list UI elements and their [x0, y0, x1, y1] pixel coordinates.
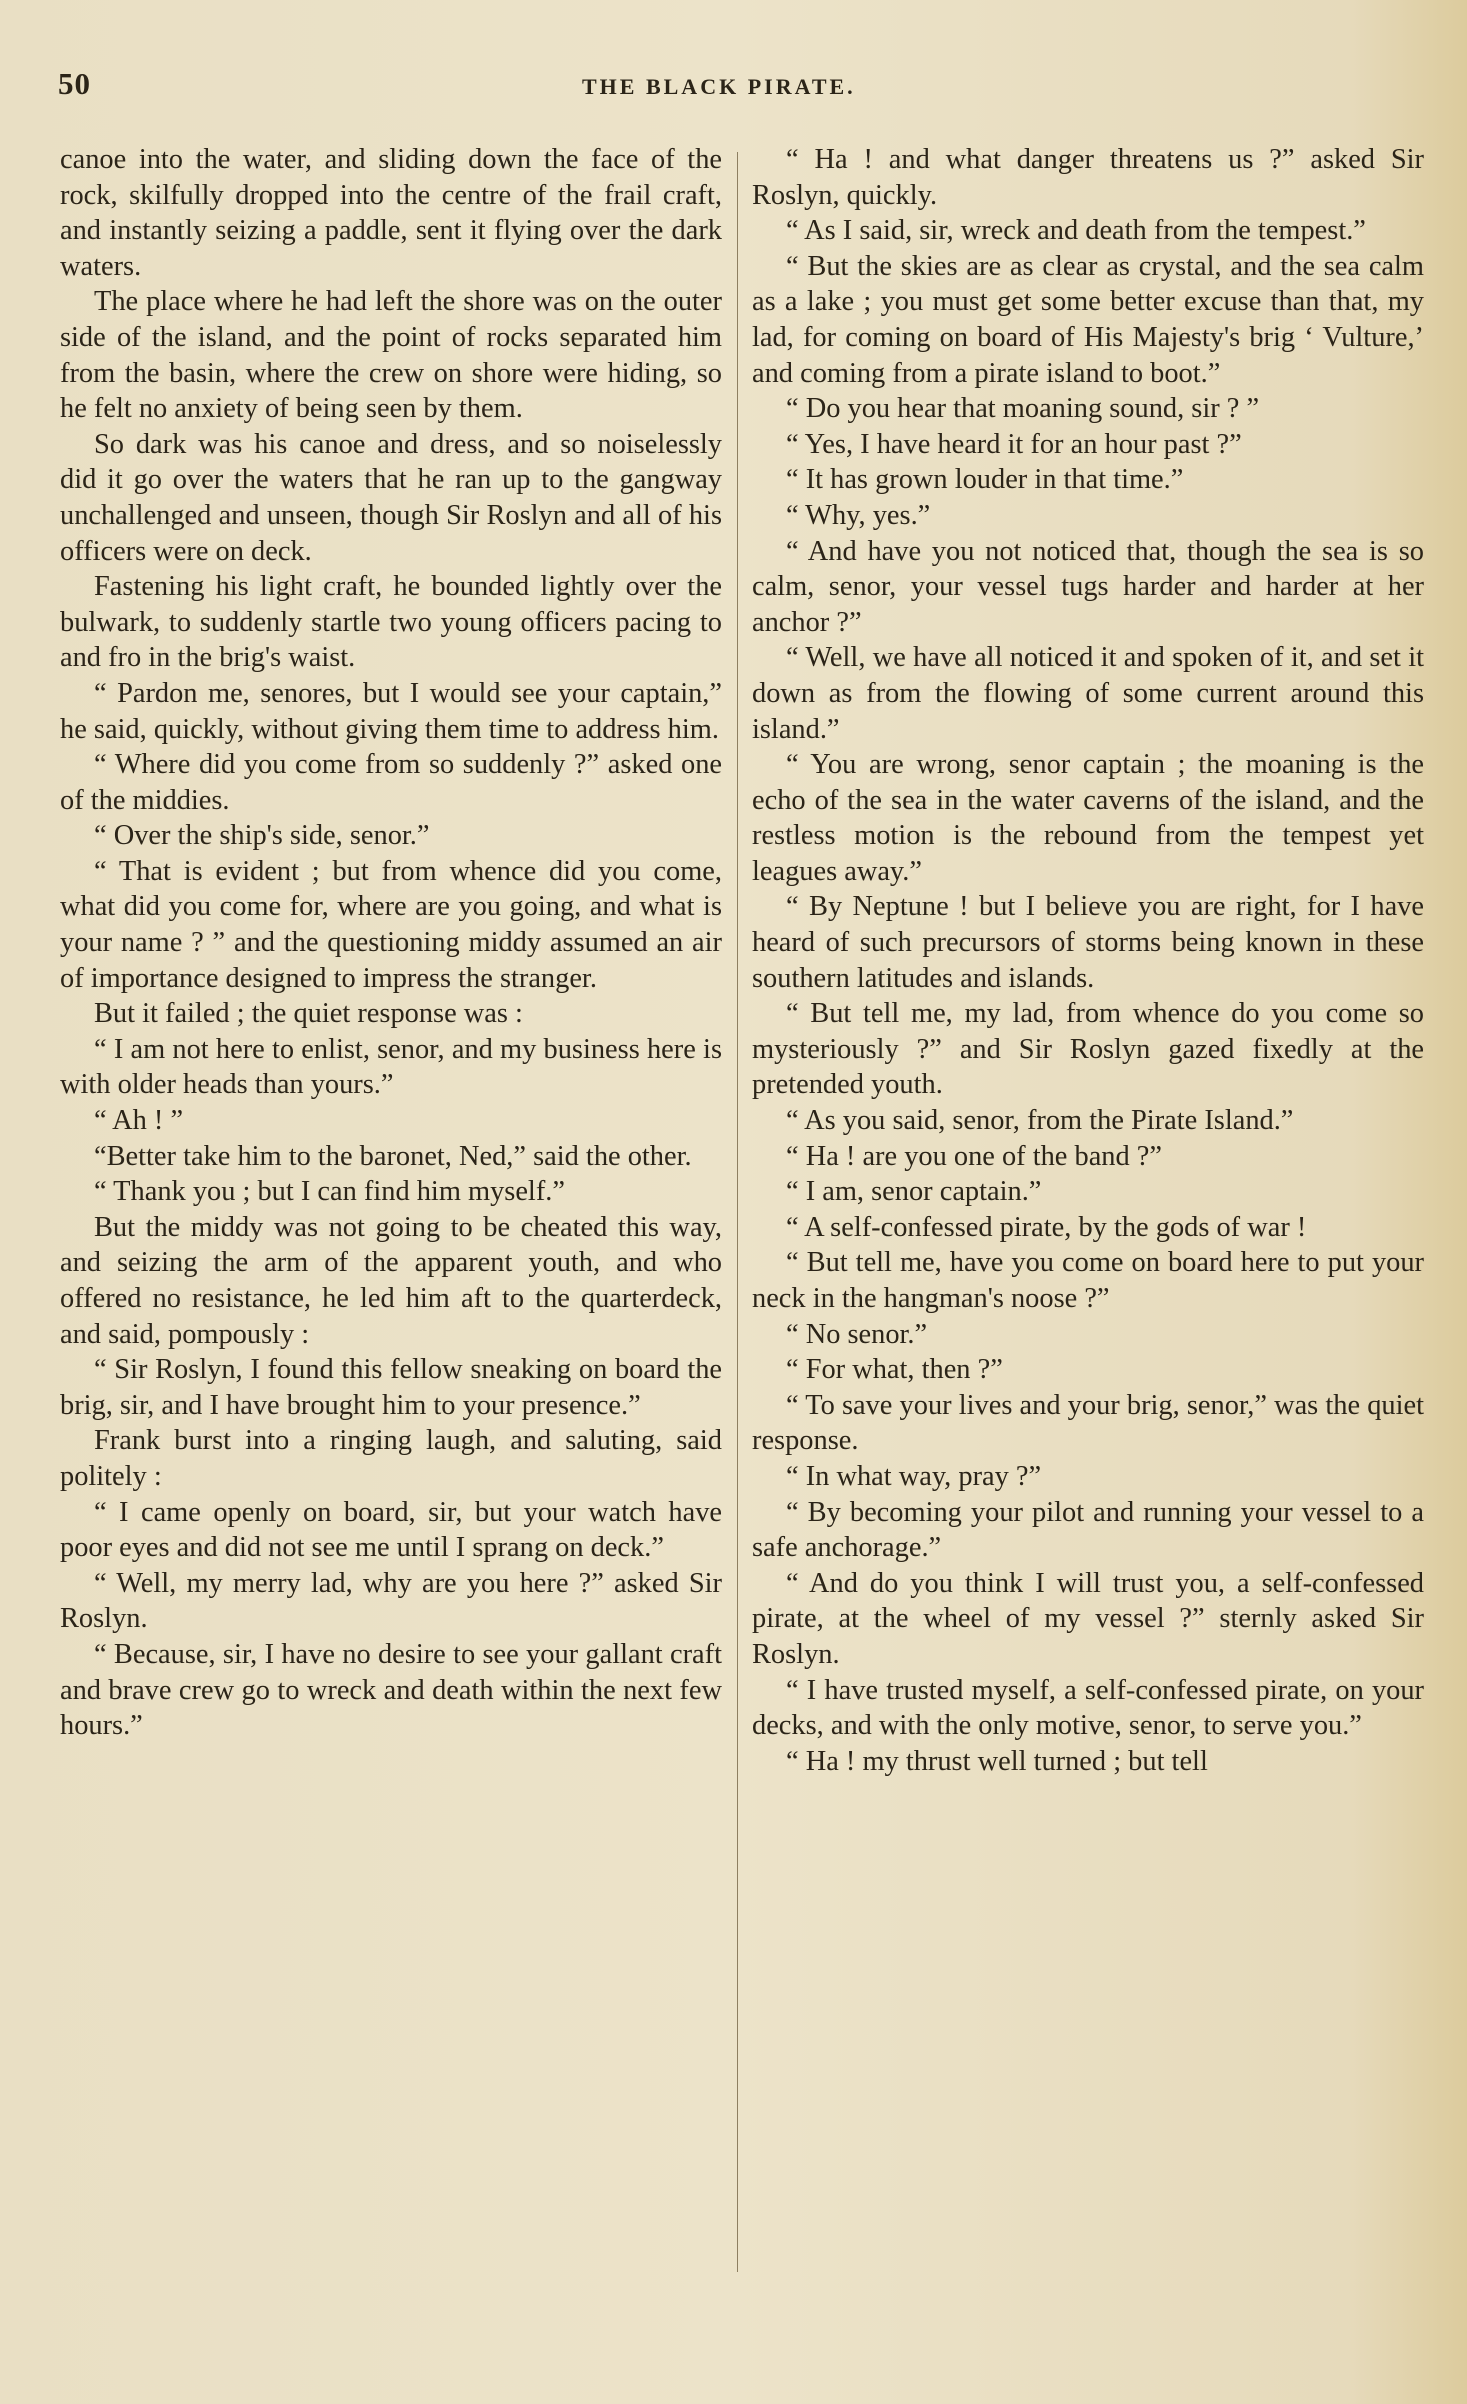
paragraph: Frank burst into a ringing laugh, and saluting, said politely :	[60, 1425, 722, 1492]
paragraph: “ But the skies are as clear as crystal, and the sea calm as a lake ; you must get some better excuse than that, my lad, for coming on board of His Majesty's brig ‘ Vulture,’ and coming from a pirate island to boot.”	[752, 250, 1424, 389]
left-column	[60, 142, 722, 1744]
paragraph: “ As I said, sir, wreck and death from the tempest.”	[786, 215, 1366, 247]
paragraph: “ Why, yes.”	[786, 499, 931, 531]
paragraph: “ Do you hear that moaning sound, sir ? ”	[786, 393, 1260, 425]
paragraph: But it failed ; the quiet response was :	[94, 998, 523, 1030]
paragraph: Fastening his light craft, he bounded lightly over the bulwark, to suddenly startle two young officers pacing to and fro in the brig's waist.	[60, 571, 722, 674]
paragraph: “ And do you think I will trust you, a self-confessed pirate, at the wheel of my vessel ?” sternly asked Sir Roslyn.	[752, 1567, 1424, 1670]
paragraph: “ A self-confessed pirate, by the gods of war !	[786, 1211, 1307, 1243]
paragraph: “Better take him to the baronet, Ned,” said the other.	[94, 1140, 692, 1172]
paragraph: “ For what, then ?”	[786, 1354, 1003, 1386]
paragraph: canoe into the water, and sliding down the face of the rock, skilfully dropped into the centre of the frail craft, and instantly seizing a paddle, sent it flying over the dark waters.	[60, 144, 722, 282]
paragraph: “ Ha ! and what danger threatens us ?” asked Sir Roslyn, quickly.	[752, 144, 1424, 211]
paragraph: “ And have you not noticed that, though the sea is so calm, senor, your vessel tugs harder and harder at her anchor ?”	[752, 535, 1424, 638]
paragraph: “ Ah ! ”	[94, 1105, 184, 1137]
paragraph: “ Because, sir, I have no desire to see your gallant craft and brave crew go to wreck and death within the next few hours.”	[60, 1638, 722, 1742]
paragraph: “ Over the ship's side, senor.”	[94, 820, 430, 852]
paragraph: “ Well, my merry lad, why are you here ?” asked Sir Roslyn.	[60, 1567, 722, 1635]
paragraph: “ Where did you come from so suddenly ?” asked one of the middies.	[60, 749, 722, 816]
running-head: THE BLACK PIRATE.	[582, 74, 856, 99]
paragraph: “ No senor.”	[786, 1318, 928, 1350]
paragraph: “ But tell me, my lad, from whence do you come so mysteriously ?” and Sir Roslyn gazed fixedly at the pretended youth.	[752, 998, 1424, 1101]
paragraph: “ I am not here to enlist, senor, and my business here is with older heads than yours.”	[60, 1033, 722, 1101]
paragraph: “ By Neptune ! but I believe you are right, for I have heard of such precursors of storms being known in these southern latitudes and islands.	[752, 891, 1424, 994]
paragraph: “ As you said, senor, from the Pirate Island.”	[786, 1105, 1294, 1137]
paragraph: “ Sir Roslyn, I found this fellow sneaking on board the brig, sir, and I have brought him to your presence.”	[60, 1354, 722, 1421]
paragraph: “ Ha ! are you one of the band ?”	[786, 1140, 1162, 1172]
paragraph: So dark was his canoe and dress, and so noiselessly did it go over the waters that he ran up to the gangway unchallenged and unseen, though Sir Roslyn and all of his officers were on deck.	[60, 428, 722, 567]
paragraph: “ Yes, I have heard it for an hour past ?”	[786, 428, 1242, 460]
paragraph: “ Well, we have all noticed it and spoken of it, and set it down as from the flowing of some current around this island.”	[752, 642, 1424, 745]
paragraph: The place where he had left the shore was on the outer side of the island, and the point of rocks separated him from the basin, where the crew on shore were hiding, so he felt no anxiety of being seen by them.	[60, 286, 722, 425]
paragraph: “ Pardon me, senores, but I would see your captain,” he said, quickly, without giving them time to address him.	[60, 677, 722, 745]
paragraph: “ It has grown louder in that time.”	[786, 464, 1184, 496]
paragraph: “ I am, senor captain.”	[786, 1176, 1042, 1208]
right-column	[752, 142, 1424, 1779]
paragraph: “ I have trusted myself, a self-confessed pirate, on your decks, and with the only motive, senor, to serve you.”	[752, 1674, 1424, 1742]
page-number: 50	[58, 66, 91, 101]
paragraph: “ To save your lives and your brig, senor,” was the quiet response.	[752, 1389, 1424, 1457]
paragraph: “ I came openly on board, sir, but your watch have poor eyes and did not see me until I sprang on deck.”	[60, 1496, 722, 1564]
paragraph: “ In what way, pray ?”	[786, 1460, 1042, 1492]
paragraph: But the middy was not going to be cheated this way, and seizing the arm of the apparent youth, and who offered no resistance, he led him aft to the quarterdeck, and said, pompously :	[60, 1211, 722, 1350]
paragraph: “ That is evident ; but from whence did you come, what did you come for, where are you going, and what is your name ? ” and the questioning middy assumed an air of importance designed to impress the stranger.	[60, 855, 722, 994]
paragraph: “ Ha ! my thrust well turned ; but tell	[786, 1745, 1208, 1777]
paragraph: “ You are wrong, senor captain ; the moaning is the echo of the sea in the water caverns of the island, and the restless motion is the rebound from the tempest yet leagues away.”	[752, 749, 1424, 887]
paragraph: “ But tell me, have you come on board here to put your neck in the hangman's noose ?”	[752, 1247, 1424, 1314]
paragraph: “ Thank you ; but I can find him myself.”	[94, 1176, 565, 1208]
column-rule	[737, 152, 738, 2272]
paragraph: “ By becoming your pilot and running your vessel to a safe anchorage.”	[752, 1496, 1424, 1564]
